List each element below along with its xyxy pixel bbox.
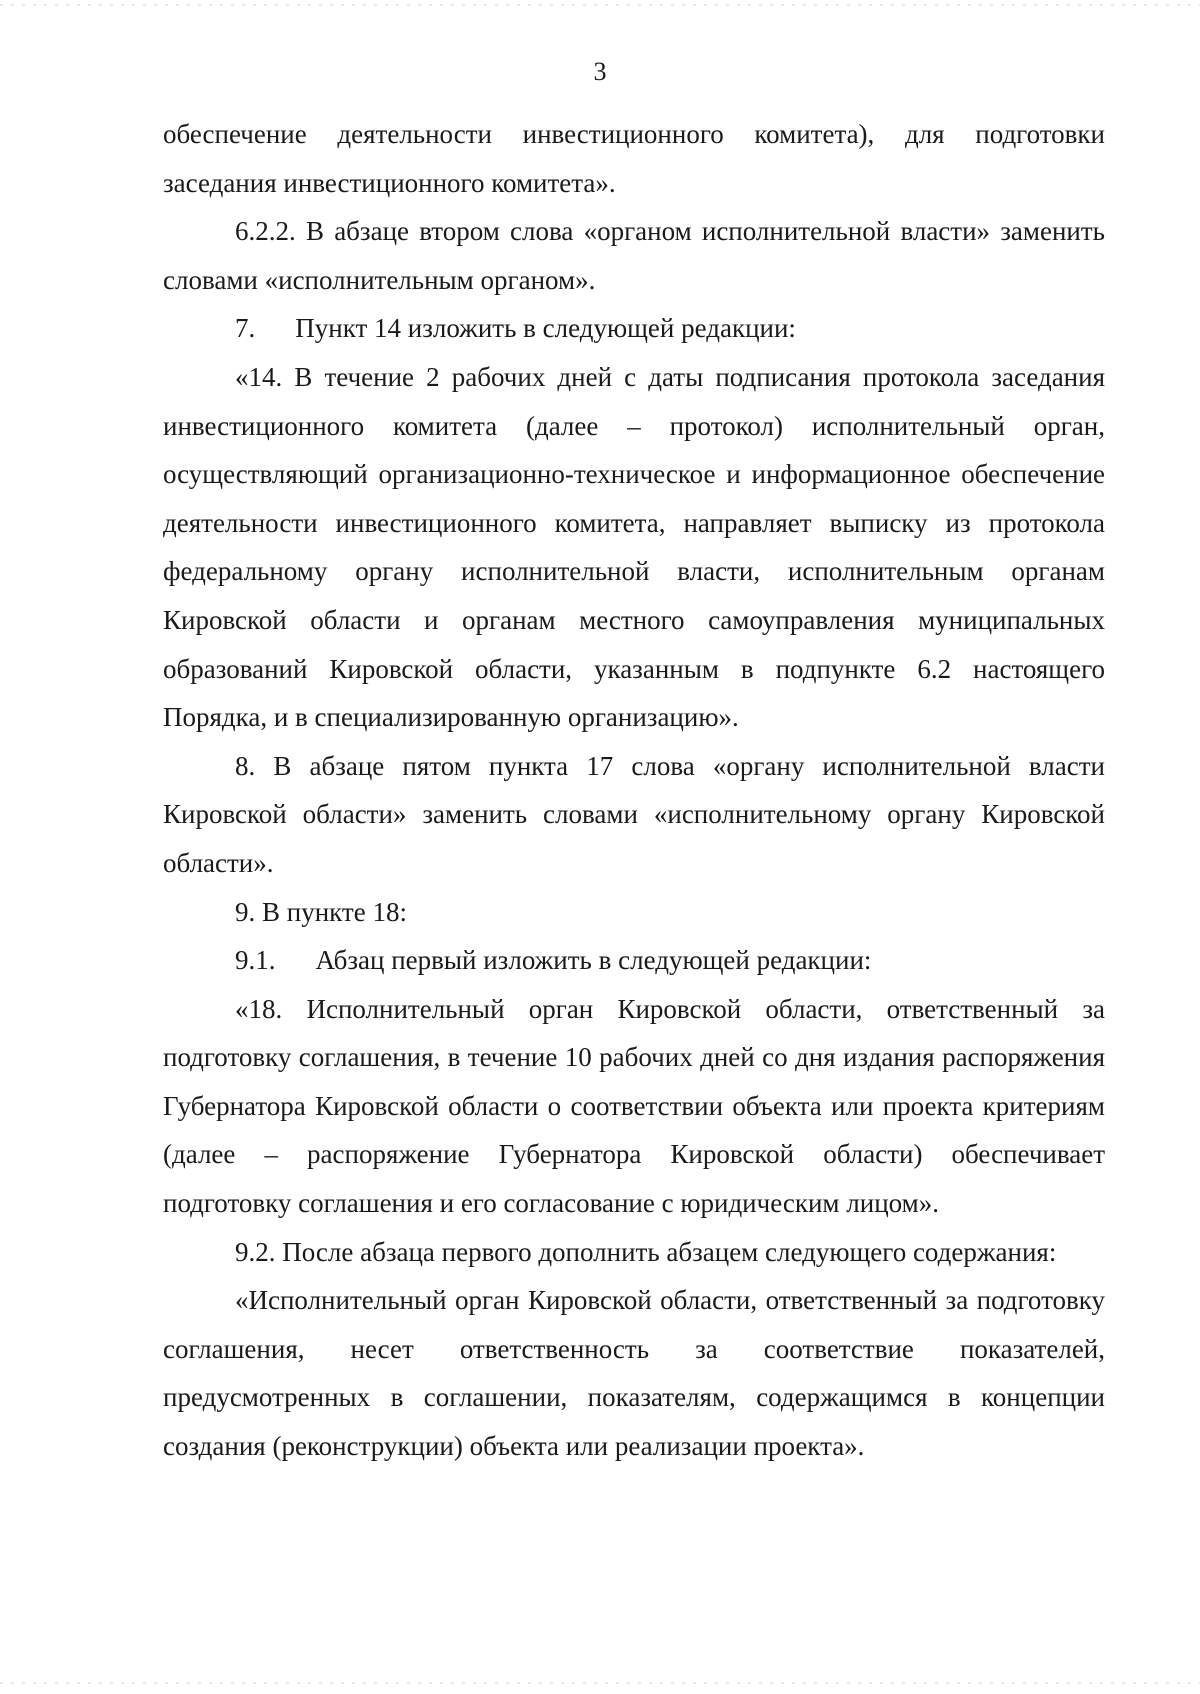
text-line: органам Кировской области и органам местного самоуправления (163, 556, 1105, 635)
text-line: настоящего Порядка, и в специализированную организацию». (163, 653, 1105, 733)
text-line: за подготовку соглашения, в течение 10 рабочих дней со дня издания (163, 993, 1105, 1073)
paragraph-added-quote (163, 1276, 1105, 1470)
paragraph-7 (163, 304, 1105, 353)
document-body (163, 110, 1105, 1471)
text-line: создания (реконструкции) объекта или реализации проекта». (163, 1431, 865, 1462)
scan-edge-bottom (0, 1682, 1200, 1684)
paragraph-9-2 (163, 1228, 1105, 1277)
paragraph-9-1 (163, 936, 1105, 985)
text-line: 9.2. После абзаца первого дополнить абзацем следующего (235, 1236, 907, 1267)
text-line: инвестиционного комитета (далее – протокол) исполнительный орган, (163, 410, 1105, 441)
paragraph-continuation (163, 110, 1105, 207)
text-line: заменить словами «исполнительным органом». (163, 216, 1105, 295)
text-line: обеспечение деятельности инвестиционного комитета, направляет выписку (163, 459, 1106, 538)
text-line: заседания инвестиционного комитета». (163, 167, 616, 198)
paragraph-6-2-2 (163, 207, 1105, 304)
text-line: области». (163, 847, 274, 878)
text-line: обеспечивает подготовку соглашения и его согласование с юридическим (163, 1139, 1106, 1219)
text-line: лицом». (846, 1188, 939, 1219)
paragraph-8 (163, 742, 1105, 888)
text-line: за подготовку соглашения, несет ответственность за соответствие показателей, (163, 1285, 1106, 1364)
text-line: распоряжения Губернатора Кировской области о соответствии объекта или (163, 1042, 1105, 1121)
paragraph-9 (163, 888, 1105, 937)
text-line: из протокола федеральному органу исполнительной власти, исполнительным (163, 507, 1106, 587)
text-line: Пункт 14 изложить в следующей редакции: (295, 313, 796, 344)
text-line: содержания: (912, 1236, 1057, 1267)
text-line: муниципальных образований Кировской области, указанным в подпункте 6.2 (163, 604, 1106, 684)
text-line: Кировской области» заменить словами «исполнительному органу Кировской (163, 799, 1105, 830)
paragraph-18-quote (163, 985, 1105, 1228)
text-line: обеспечение деятельности инвестиционного комитета), для подготовки (163, 119, 1105, 149)
text-line: проекта критериям (далее – распоряжение Губернатора Кировской области) (163, 1090, 1105, 1170)
text-line: предусмотренных в соглашении, показателям, содержащимся в концепции (163, 1382, 1105, 1413)
item-number: 7. (235, 313, 256, 344)
text-line: Абзац первый изложить в следующей редакции: (315, 945, 872, 976)
text-line: осуществляющий организационно-техническое и информационное (163, 459, 951, 490)
scan-edge-top (0, 4, 1200, 6)
text-line: «18. Исполнительный орган Кировской области, ответственный (235, 993, 1059, 1024)
text-line: 9. В пункте 18: (235, 896, 407, 927)
page-number: 3 (593, 57, 607, 86)
text-line: 8. В абзаце пятом пункта 17 слова «органу исполнительной власти (235, 750, 1105, 781)
paragraph-14-quote (163, 353, 1105, 742)
text-line: 6.2.2. В абзаце втором слова «органом исполнительной власти» (235, 216, 991, 247)
text-line: «14. В течение 2 рабочих дней с даты подписания протокола заседания (235, 361, 1105, 392)
text-line: «Исполнительный орган Кировской области, ответственный (235, 1285, 938, 1316)
item-number: 9.1. (235, 945, 276, 976)
